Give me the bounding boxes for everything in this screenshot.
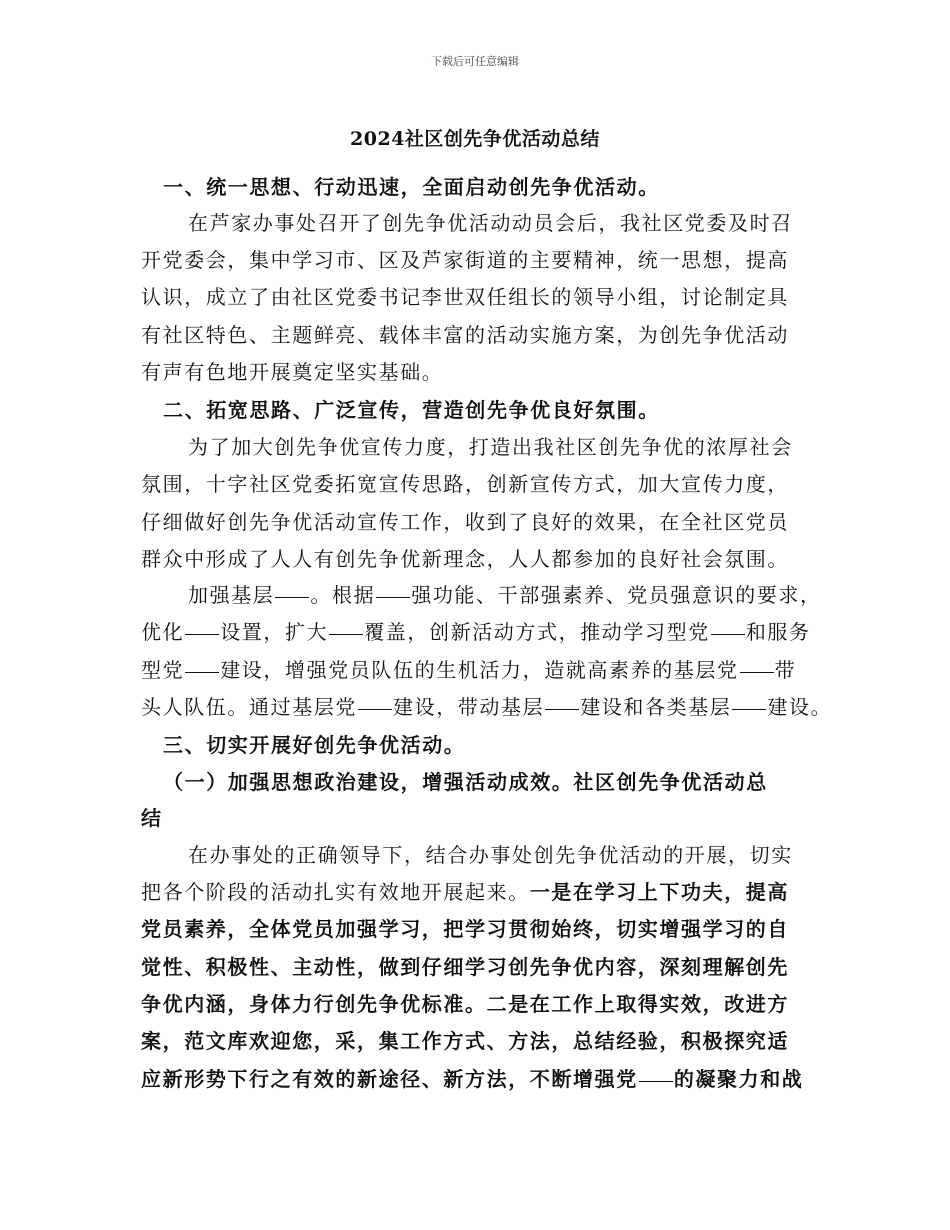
text-segment: 和服务 <box>745 620 811 644</box>
paragraph-line <box>141 1062 803 1096</box>
blank-underline <box>275 596 309 598</box>
text-segment: 头人队伍。通过基层党 <box>141 695 357 719</box>
section-heading-2: 二、拓宽思路、广泛宣传，营造创先争优良好氛围。 <box>163 398 660 422</box>
blank-underline <box>185 633 219 635</box>
blank-underline <box>639 1080 673 1082</box>
blank-underline <box>329 633 363 635</box>
paragraph-line: 有声有色地开展奠定坚实基础。 <box>141 360 444 384</box>
paragraph-line: 觉性、积极性、主动性，做到仔细学习创先争优内容，深刻理解创先 <box>141 955 789 979</box>
paragraph-line <box>141 690 832 724</box>
section-heading-1: 一、统一思想、行动迅速，全面启动创先争优活动。 <box>163 175 660 199</box>
blank-underline <box>376 596 410 598</box>
paragraph-line: 案，范文库欢迎您，采，集工作方式、方法，总结经验，积极探究适 <box>141 1029 789 1053</box>
page-header-note: 下载后可任意编辑 <box>431 55 519 68</box>
text-segment: 建设和各类基层 <box>580 695 732 719</box>
subsection-heading-continued: 结 <box>141 806 163 830</box>
subsection-heading: （一）加强思想政治建设，增强活动成效。社区创先争优活动总 <box>163 770 768 794</box>
blank-underline <box>711 633 745 635</box>
blank-underline <box>358 708 392 710</box>
paragraph-line: 仔细做好创先争优活动宣传工作，收到了良好的效果，在全社区党员 <box>141 510 789 534</box>
paragraph-line: 氛围，十字社区党委拓宽宣传思路，创新宣传方式，加大宣传力度， <box>141 472 789 496</box>
text-segment: 把各个阶段的活动扎实有效地开展起来。 <box>141 880 530 904</box>
paragraph-line <box>141 653 796 687</box>
blank-underline <box>185 671 219 673</box>
paragraph-line: 党员素养，全体党员加强学习，把学习贯彻始终，切实增强学习的自 <box>141 917 789 941</box>
text-segment: 建设，增强党员队伍的生机活力，造就高素养的基层党 <box>220 658 739 682</box>
blank-underline <box>732 708 766 710</box>
text-segment: 设置，扩大 <box>220 620 329 644</box>
paragraph-line <box>141 615 811 649</box>
section-heading-3: 三、切实开展好创先争优活动。 <box>163 733 466 757</box>
paragraph-line: 开党委会，集中学习市、区及芦家街道的主要精神，统一思想，提高 <box>141 248 789 272</box>
paragraph-line: 在芦家办事处召开了创先争优活动动员会后，我社区党委及时召 <box>188 211 793 235</box>
paragraph-line: 认识，成立了由社区党委书记李世双任组长的领导小组，讨论制定具 <box>141 285 789 309</box>
text-segment: 加强基层 <box>188 583 275 607</box>
text-segment: 强功能、干部强素养、党员强意识的要求， <box>411 583 822 607</box>
text-segment: 建设，带动基层 <box>393 695 545 719</box>
paragraph-line <box>188 578 822 612</box>
paragraph-line: 有社区特色、主题鲜亮、载体丰富的活动实施方案，为创先争优活动 <box>141 323 789 347</box>
text-segment: 型党 <box>141 658 185 682</box>
text-segment: 带 <box>774 658 797 682</box>
paragraph-line: 在办事处的正确领导下，结合办事处创先争优活动的开展，切实 <box>188 843 793 867</box>
text-segment: 应新形势下行之有效的新途径、新方法，不断增强党 <box>141 1067 638 1091</box>
blank-underline <box>545 708 579 710</box>
text-segment: 优化 <box>141 620 185 644</box>
paragraph-line: 争优内涵，身体力行创先争优标准。二是在工作上取得实效，改进方 <box>141 992 789 1016</box>
paragraph-line: 为了加大创先争优宣传力度，打造出我社区创先争优的浓厚社会 <box>188 435 793 459</box>
blank-underline <box>740 671 774 673</box>
paragraph-line <box>141 875 789 909</box>
text-segment-bold: 一是在学习上下功夫，提高 <box>529 880 790 904</box>
text-segment: 的凝聚力和战 <box>673 1067 804 1091</box>
text-segment: 覆盖，创新活动方式，推动学习型党 <box>364 620 710 644</box>
text-segment: 建设。 <box>767 695 833 719</box>
document-title: 2024社区创先争优活动总结 <box>350 128 600 150</box>
paragraph-line: 群众中形成了人人有创先争优新理念，人人都参加的良好社会氛围。 <box>141 547 789 571</box>
text-segment: 。根据 <box>310 583 376 607</box>
